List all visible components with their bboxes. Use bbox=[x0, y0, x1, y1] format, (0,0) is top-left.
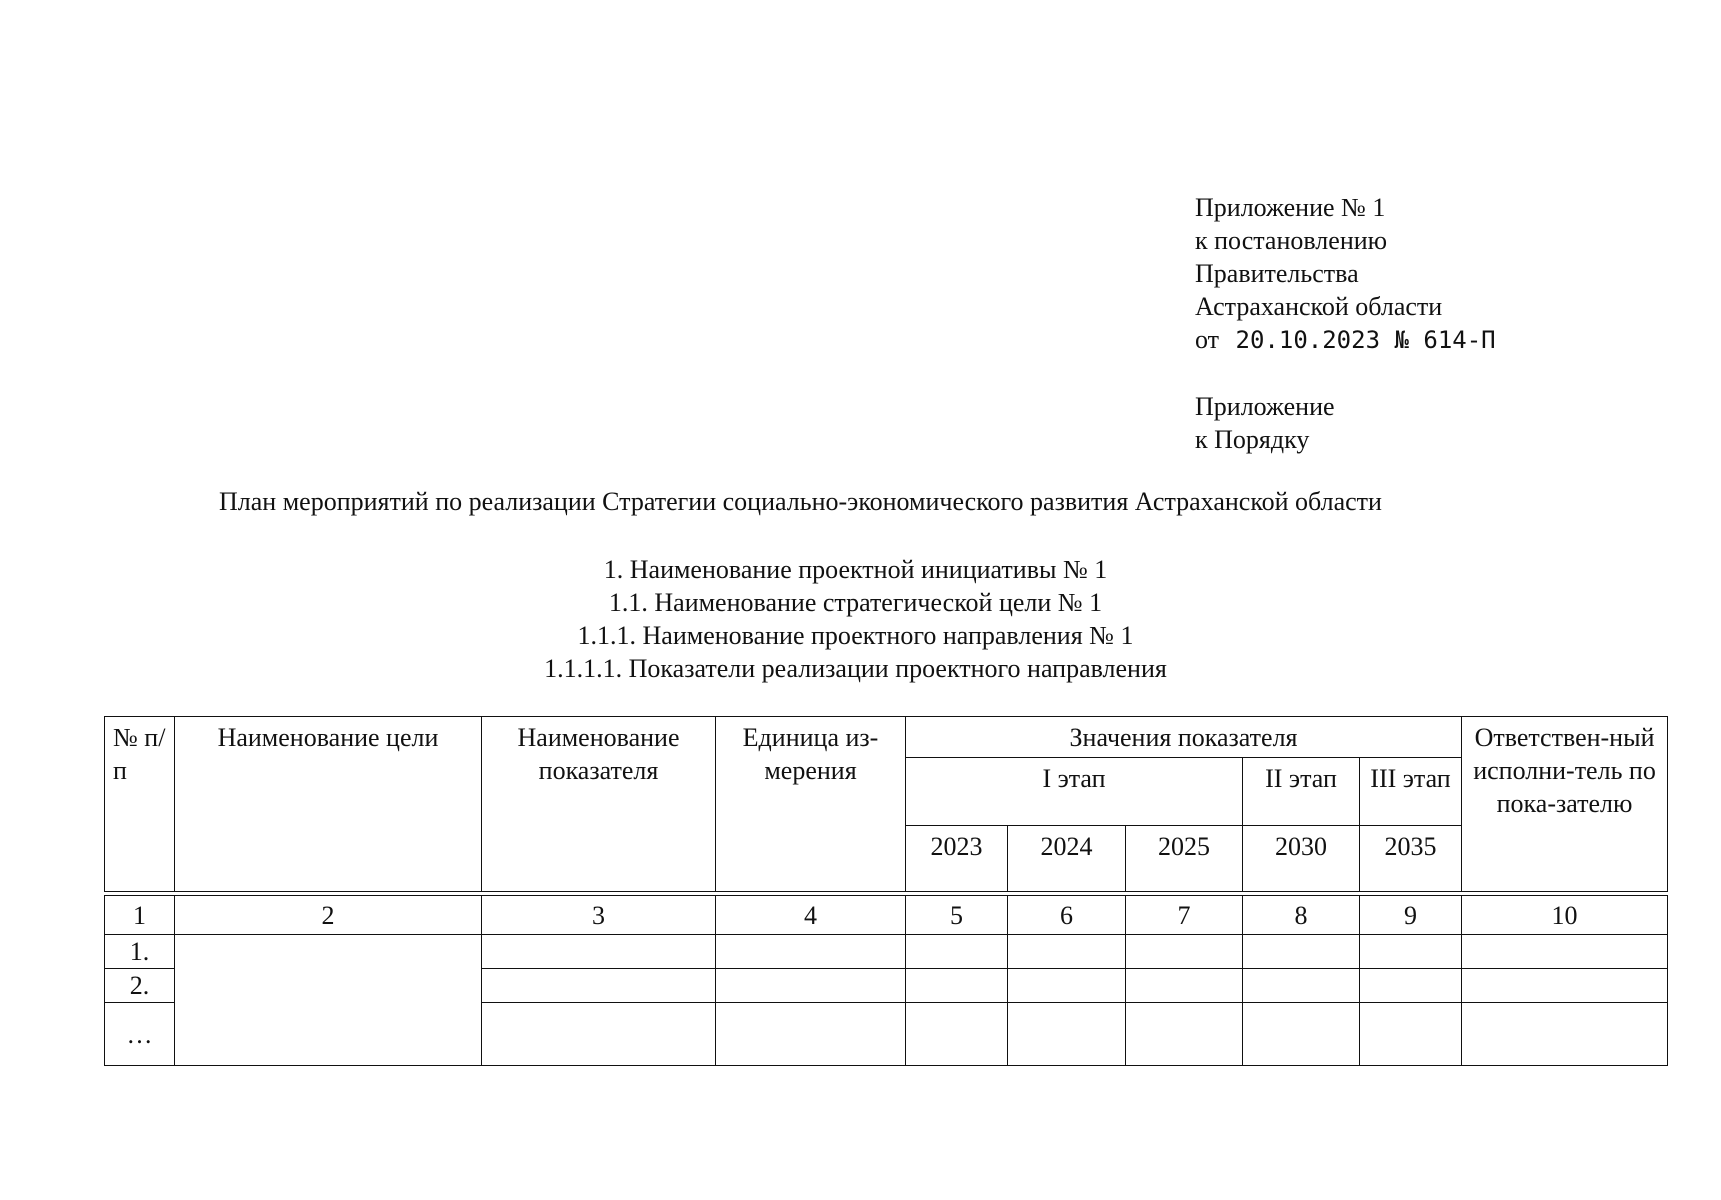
table-cell bbox=[1462, 969, 1668, 1003]
appendix-line-2: к постановлению bbox=[1195, 226, 1388, 255]
appendix-line-1: Приложение № 1 bbox=[1195, 193, 1386, 222]
row-number: 1. bbox=[105, 935, 175, 969]
header-values: Значения показателя bbox=[906, 717, 1462, 758]
column-number: 6 bbox=[1008, 896, 1126, 935]
table-cell bbox=[1243, 1003, 1360, 1066]
column-number: 8 bbox=[1243, 896, 1360, 935]
heading-indicators: 1.1.1.1. Показатели реализации проектного направления bbox=[544, 654, 1167, 683]
table-cell bbox=[482, 935, 716, 969]
column-number: 3 bbox=[482, 896, 716, 935]
table-cell bbox=[1462, 1003, 1668, 1066]
appendix-date-line bbox=[1195, 323, 1496, 357]
table-cell bbox=[1360, 1003, 1462, 1066]
indicators-table bbox=[104, 716, 1668, 1066]
column-number: 5 bbox=[906, 896, 1008, 935]
column-number: 10 bbox=[1462, 896, 1668, 935]
document-title-text: План мероприятий по реализации Стратегии социально-экономического развития Астраханской области bbox=[219, 487, 1382, 516]
heading-direction: 1.1.1. Наименование проектного направления № 1 bbox=[577, 621, 1134, 650]
table-cell bbox=[716, 1003, 906, 1066]
table-cell bbox=[1126, 969, 1243, 1003]
header-year-2035: 2035 bbox=[1360, 826, 1462, 892]
goal-cell bbox=[175, 935, 482, 1066]
header-stage-2: II этап bbox=[1243, 758, 1360, 826]
row-number: 2. bbox=[105, 969, 175, 1003]
section-headings bbox=[0, 553, 1721, 685]
table-cell bbox=[716, 935, 906, 969]
appendix-order-line-1: Приложение bbox=[1195, 392, 1335, 421]
table-cell bbox=[1360, 935, 1462, 969]
header-stage-3: III этап bbox=[1360, 758, 1462, 826]
header-year-2024: 2024 bbox=[1008, 826, 1126, 892]
table-cell bbox=[1243, 935, 1360, 969]
appendix-order-line-2: к Порядку bbox=[1195, 425, 1310, 454]
column-number: 1 bbox=[105, 896, 175, 935]
table-cell bbox=[1008, 1003, 1126, 1066]
table-cell bbox=[906, 935, 1008, 969]
date-prefix: от bbox=[1195, 325, 1220, 354]
document-title bbox=[0, 487, 1721, 517]
heading-initiative: 1. Наименование проектной инициативы № 1 bbox=[603, 555, 1108, 584]
table-cell bbox=[716, 969, 906, 1003]
table-cell bbox=[906, 969, 1008, 1003]
header-year-2025: 2025 bbox=[1126, 826, 1243, 892]
column-number: 4 bbox=[716, 896, 906, 935]
column-numbers-row bbox=[105, 896, 1668, 935]
appendix-line-4: Астраханской области bbox=[1195, 292, 1443, 321]
table-cell bbox=[1126, 1003, 1243, 1066]
table-cell bbox=[906, 1003, 1008, 1066]
column-number: 9 bbox=[1360, 896, 1462, 935]
table-cell bbox=[1008, 969, 1126, 1003]
date-stamp: 20.10.2023 № 614-П bbox=[1235, 326, 1496, 354]
table-row bbox=[105, 935, 1668, 969]
header-unit: Единица из-мерения bbox=[716, 717, 906, 892]
table-cell bbox=[1462, 935, 1668, 969]
row-number: … bbox=[105, 1003, 175, 1066]
table-cell bbox=[482, 969, 716, 1003]
table-cell bbox=[1126, 935, 1243, 969]
header-responsible: Ответствен-ный исполни-тель по пока-зателю bbox=[1462, 717, 1668, 892]
table-cell bbox=[1243, 969, 1360, 1003]
table-cell bbox=[482, 1003, 716, 1066]
table-cell bbox=[1008, 935, 1126, 969]
heading-goal: 1.1. Наименование стратегической цели № 1 bbox=[608, 588, 1103, 617]
header-year-2030: 2030 bbox=[1243, 826, 1360, 892]
appendix-line-3: Правительства bbox=[1195, 259, 1359, 288]
header-stage-1: I этап bbox=[906, 758, 1243, 826]
header-goal: Наименование цели bbox=[175, 717, 482, 892]
header-indicator: Наименование показателя bbox=[482, 717, 716, 892]
appendix-block bbox=[1195, 191, 1496, 456]
header-year-2023: 2023 bbox=[906, 826, 1008, 892]
header-num: № п/п bbox=[105, 717, 175, 892]
appendix-order-block bbox=[1195, 390, 1496, 456]
table-cell bbox=[1360, 969, 1462, 1003]
column-number: 7 bbox=[1126, 896, 1243, 935]
column-number: 2 bbox=[175, 896, 482, 935]
